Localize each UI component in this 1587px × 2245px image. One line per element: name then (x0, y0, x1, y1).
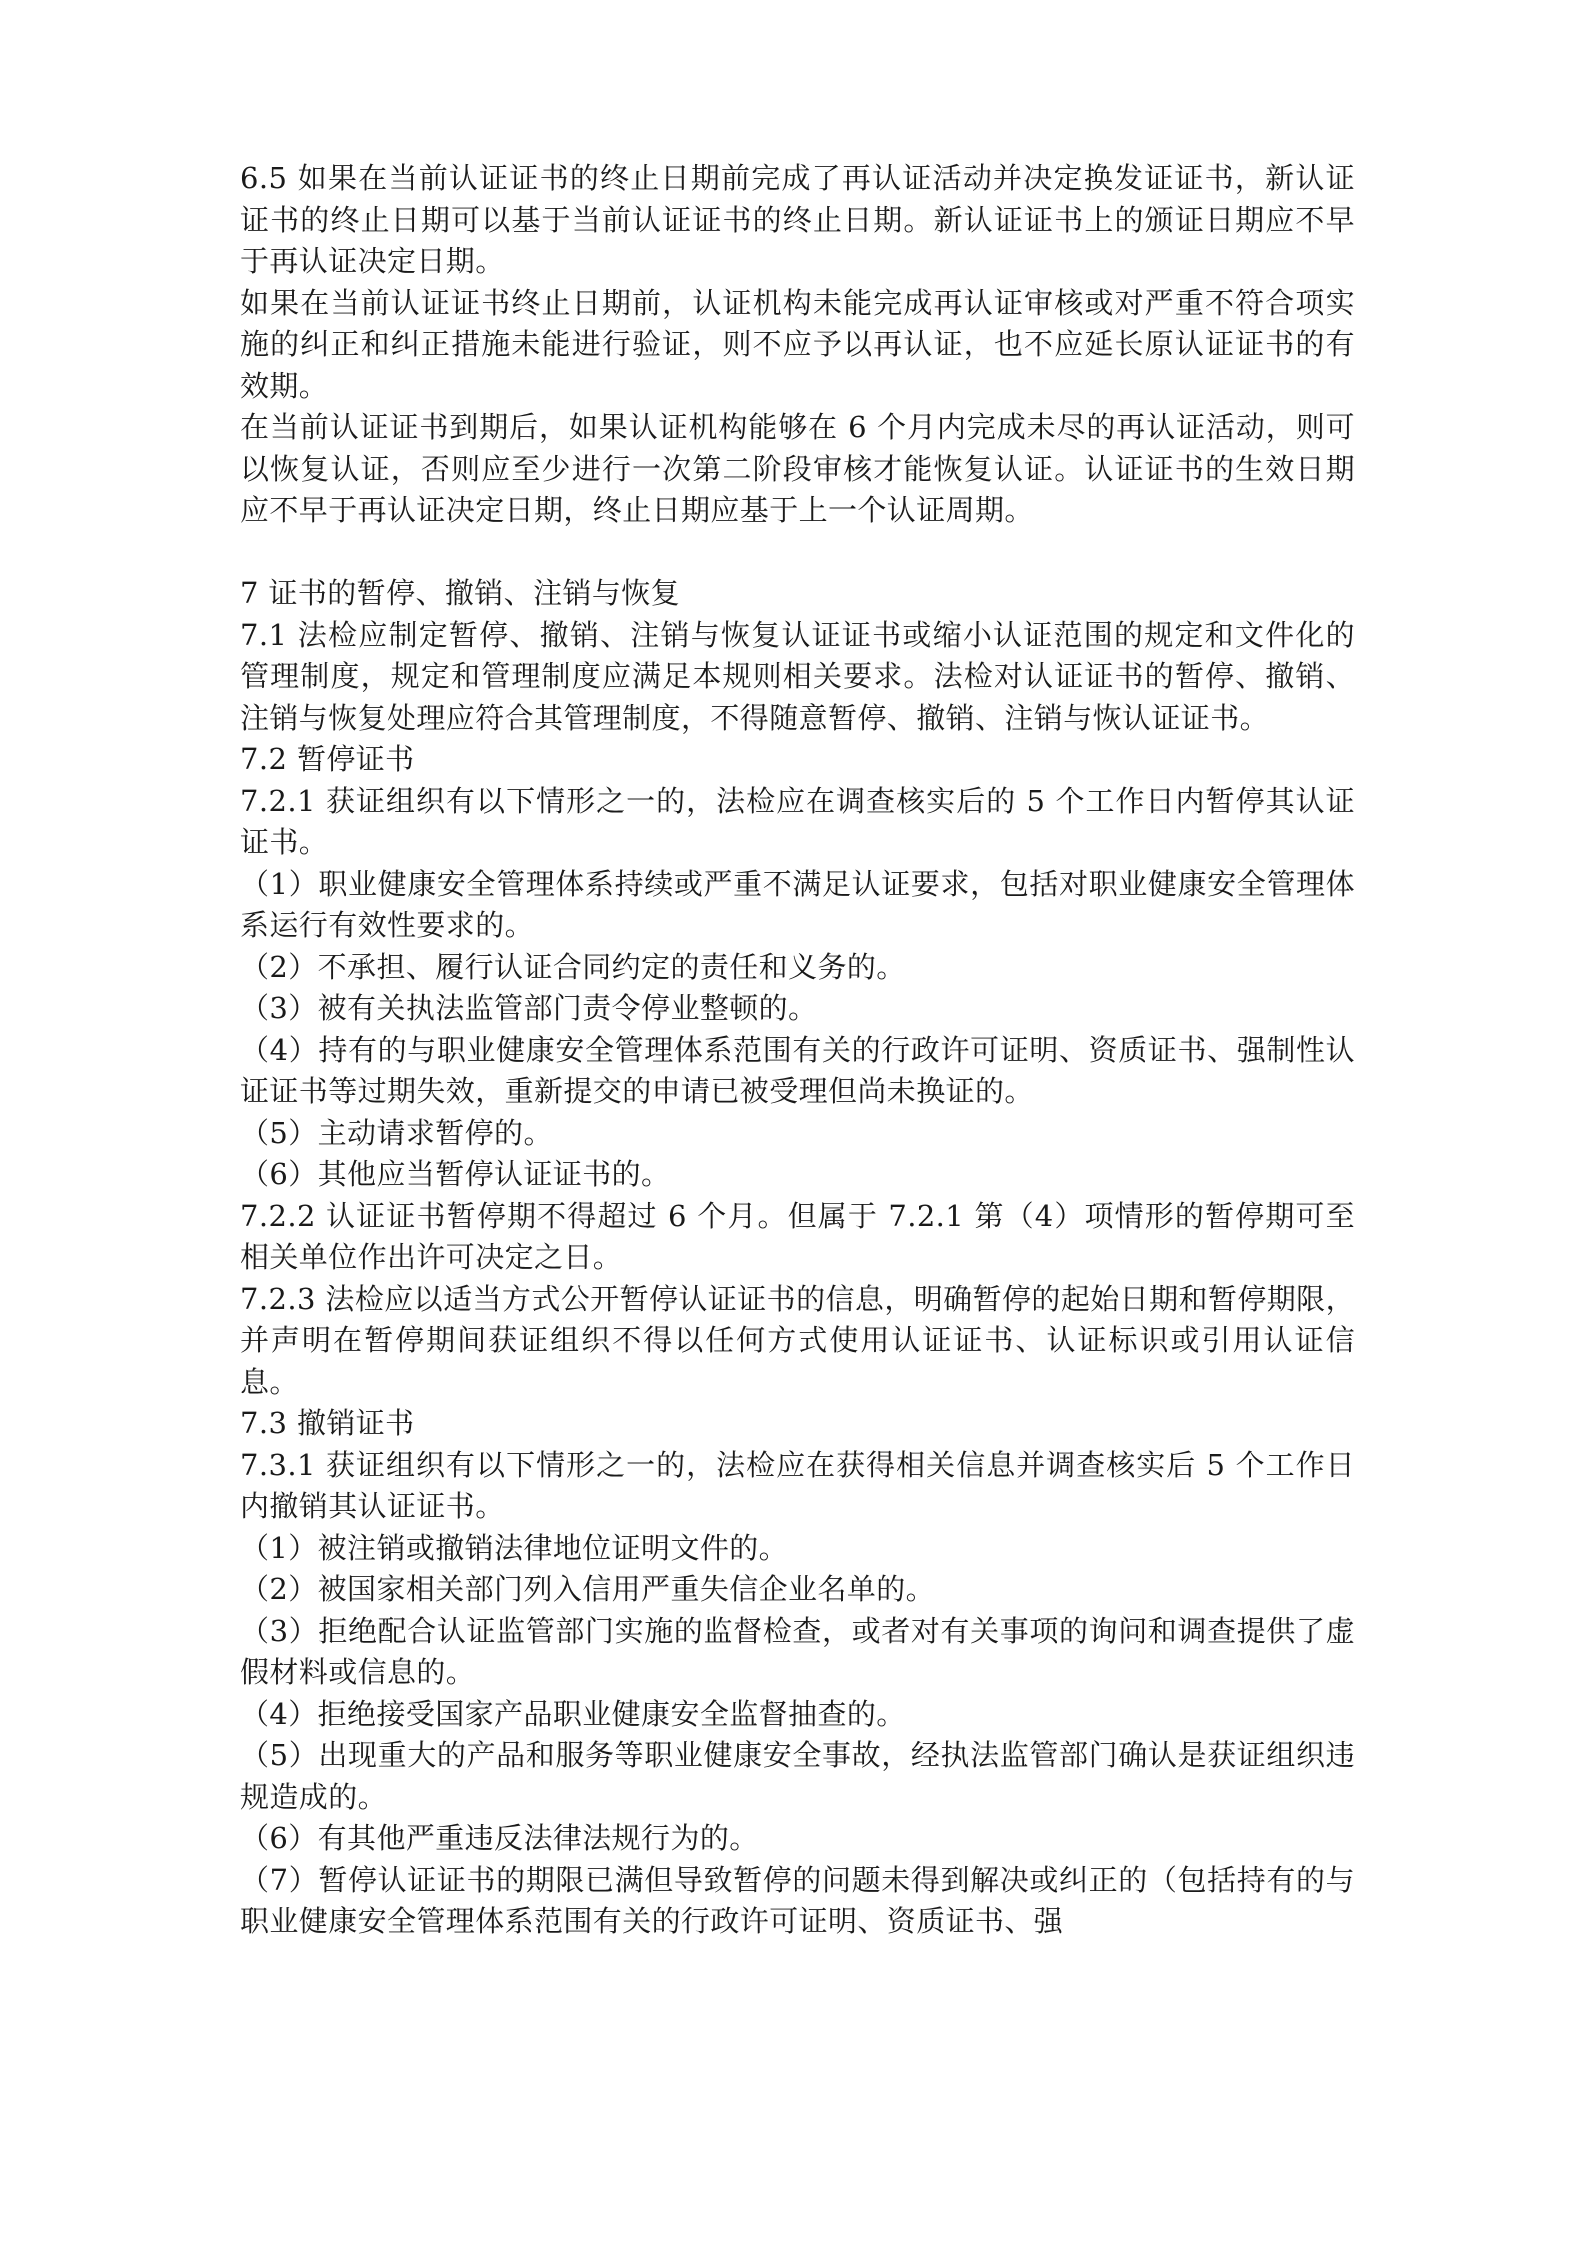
section-heading-7-3: 7.3 撤销证书 (240, 1406, 415, 1440)
list-item-7-3-1-4: （4）拒绝接受国家产品职业健康安全监督抽查的。 (240, 1696, 906, 1731)
list-item-7-2-1-1: （1）职业健康安全管理体系持续或严重不满足认证要求，包括对职业健康安全管理体系运行有效性要求的。 (240, 866, 1355, 942)
list-item-7-3-1-6: （6）有其他严重违反法律法规行为的。 (240, 1821, 759, 1855)
list-item-7-3-1-7: （7）暂停认证证书的期限已满但导致暂停的问题未得到解决或纠正的（包括持有的与职业健康安全管理体系范围有关的行政许可证明、资质证书、强 (240, 1862, 1355, 1938)
list-item-7-3-1-5: （5）出现重大的产品和服务等职业健康安全事故，经执法监管部门确认是获证组织违规造成的。 (240, 1738, 1355, 1814)
paragraph-7-2-3: 7.2.3 法检应以适当方式公开暂停认证证书的信息，明确暂停的起始日期和暂停期限，并声明在暂停期间获证组织不得以任何方式使用认证证书、认证标识或引用认证信息。 (240, 1281, 1355, 1399)
paragraph-7-3-1: 7.3.1 获证组织有以下情形之一的，法检应在获得相关信息并调查核实后 5 个工作日内撤销其认证证书。 (240, 1447, 1355, 1523)
document-body (240, 158, 1355, 1943)
list-item-7-2-1-6: （6）其他应当暂停认证证书的。 (240, 1157, 671, 1191)
list-item-7-3-1-3: （3）拒绝配合认证监管部门实施的监督检查，或者对有关事项的询问和调查提供了虚假材料或信息的。 (240, 1613, 1355, 1689)
list-item-7-2-1-5: （5）主动请求暂停的。 (240, 1115, 553, 1150)
list-item-7-2-1-2: （2）不承担、履行认证合同约定的责任和义务的。 (240, 949, 906, 984)
paragraph-recert-expired: 在当前认证证书到期后，如果认证机构能够在 6 个月内完成未尽的再认证活动，则可以恢复认证，否则应至少进行一次第二阶段审核才能恢复认证。认证证书的生效日期应不早于再认证决定日期，终止日期应基于上一个认证周期。 (240, 410, 1355, 527)
list-item-7-3-1-1: （1）被注销或撤销法律地位证明文件的。 (240, 1530, 789, 1565)
paragraph-7-2-1: 7.2.1 获证组织有以下情形之一的，法检应在调查核实后的 5 个工作日内暂停其认证证书。 (240, 783, 1355, 859)
section-heading-7: 7 证书的暂停、撤销、注销与恢复 (240, 576, 681, 610)
paragraph-7-1: 7.1 法检应制定暂停、撤销、注销与恢复认证证书或缩小认证范围的规定和文件化的管理制度，规定和管理制度应满足本规则相关要求。法检对认证证书的暂停、撤销、注销与恢复处理应符合其管理制度，不得随意暂停、撤销、注销与恢认证证书。 (240, 617, 1355, 735)
list-item-7-3-1-2: （2）被国家相关部门列入信用严重失信企业名单的。 (240, 1572, 936, 1606)
section-heading-7-2: 7.2 暂停证书 (240, 742, 415, 776)
list-item-7-2-1-4: （4）持有的与职业健康安全管理体系范围有关的行政许可证明、资质证书、强制性认证证书等过期失效，重新提交的申请已被受理但尚未换证的。 (240, 1032, 1355, 1108)
paragraph-recert-failure: 如果在当前认证证书终止日期前，认证机构未能完成再认证审核或对严重不符合项实施的纠正和纠正措施未能进行验证，则不应予以再认证，也不应延长原认证证书的有效期。 (240, 285, 1355, 403)
paragraph-6-5: 6.5 如果在当前认证证书的终止日期前完成了再认证活动并决定换发证证书，新认证证书的终止日期可以基于当前认证证书的终止日期。新认证证书上的颁证日期应不早于再认证决定日期。 (240, 161, 1355, 278)
list-item-7-2-1-3: （3）被有关执法监管部门责令停业整顿的。 (240, 991, 818, 1025)
paragraph-7-2-2: 7.2.2 认证证书暂停期不得超过 6 个月。但属于 7.2.1 第（4）项情形的暂停期可至相关单位作出许可决定之日。 (240, 1198, 1355, 1274)
paragraph-spacer (240, 532, 1355, 574)
